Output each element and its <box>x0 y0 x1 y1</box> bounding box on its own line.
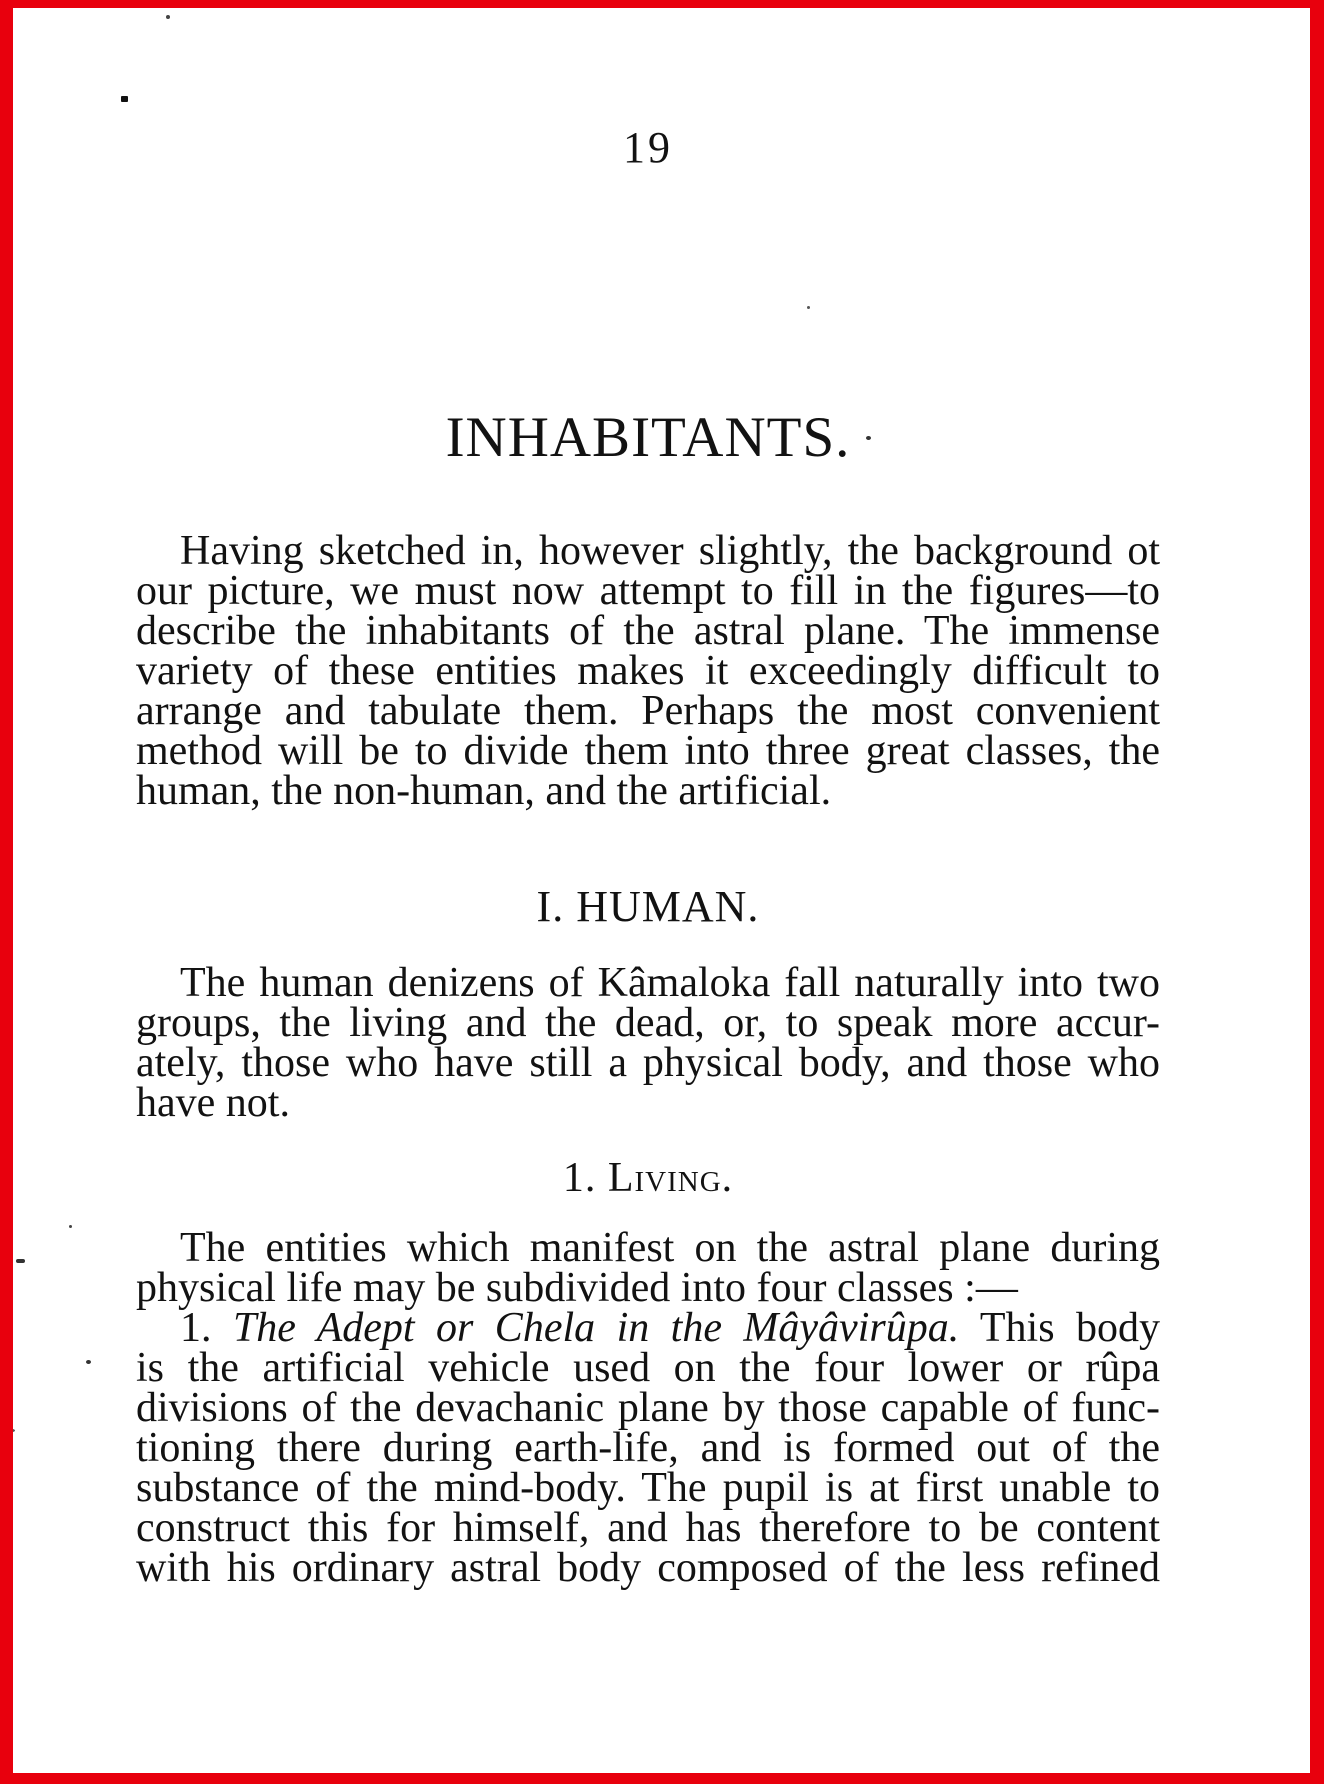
subsection-heading-living: 1. Living. <box>562 1155 734 1201</box>
text-line: divisions of the devachanic plane by those capable of func- <box>136 1385 1160 1431</box>
text-line: human, the non-human, and the artificial. <box>136 768 832 814</box>
scan-speck <box>121 96 128 102</box>
text-line: The entities which manifest on the astral plane during <box>180 1225 1160 1271</box>
text-line: method will be to divide them into three great classes, the <box>136 728 1160 774</box>
text-line: substance of the mind-body. The pupil is at first unable to <box>136 1465 1160 1511</box>
text-line: construct this for himself, and has therefore to be content <box>136 1505 1160 1551</box>
section-heading-human: I. HUMAN. <box>536 882 760 931</box>
text-line-adept-item <box>136 1305 1160 1351</box>
text-line: variety of these entities makes it exceedingly difficult to <box>136 648 1160 694</box>
text-line: Having sketched in, however slightly, the background ot <box>180 528 1160 574</box>
item-number: 1. <box>180 1305 233 1351</box>
scan-speck <box>166 15 170 19</box>
text-line: have not. <box>136 1080 290 1126</box>
scan-speck <box>807 306 810 309</box>
title-trailing-dot <box>866 436 871 440</box>
scan-speck <box>86 1360 91 1364</box>
text-line: tioning there during earth-life, and is formed out of the <box>136 1425 1160 1471</box>
scan-speck <box>69 1225 72 1228</box>
text-line: groups, the living and the dead, or, to speak more accur- <box>136 1000 1160 1046</box>
text-line: is the artificial vehicle used on the four lower or rûpa <box>136 1345 1160 1391</box>
text-line: physical life may be subdivided into four classes :— <box>136 1265 1018 1311</box>
paragraph-human <box>136 960 1160 1126</box>
text-line: ately, those who have still a physical body, and those who <box>136 1040 1160 1086</box>
paragraph-living <box>136 1225 1160 1591</box>
text-line: our picture, we must now attempt to fill in the figures—to <box>136 568 1160 614</box>
page-number: 19 <box>623 123 673 172</box>
text-line: arrange and tabulate them. Perhaps the most convenient <box>136 688 1160 734</box>
scan-speck <box>10 1429 15 1432</box>
text-line: describe the inhabitants of the astral plane. The immense <box>136 608 1160 654</box>
scan-speck <box>16 1259 25 1263</box>
paragraph-intro <box>136 528 1160 814</box>
item-italic-phrase: The Adept or Chela in the Mâyâvirûpa. <box>232 1305 960 1351</box>
text-line: The human denizens of Kâmaloka fall naturally into two <box>180 960 1160 1006</box>
text-line: with his ordinary astral body composed of the less refined <box>136 1545 1160 1591</box>
item-rest: This body <box>959 1305 1160 1351</box>
chapter-title: INHABITANTS. <box>445 406 851 469</box>
